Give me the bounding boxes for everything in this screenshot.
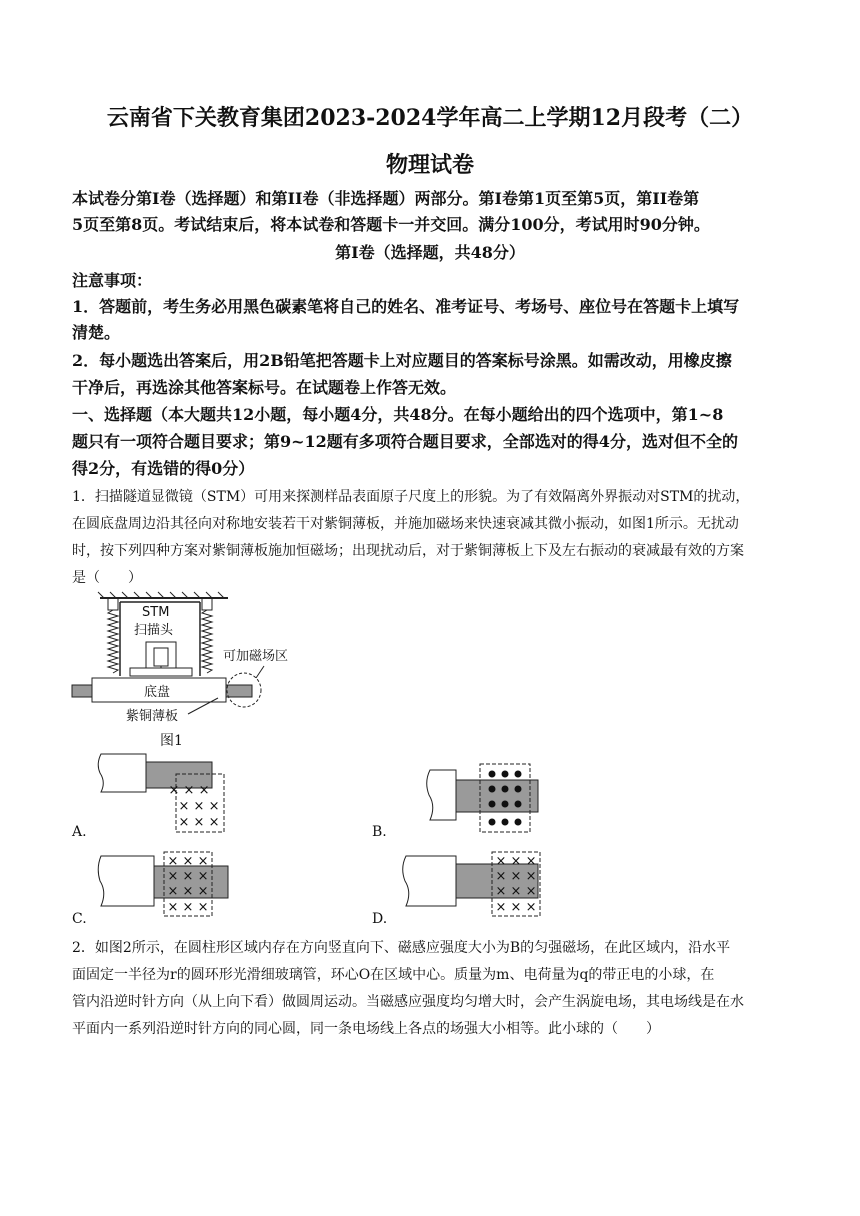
- q1-line: 在圆底盘周边沿其径向对称地安装若干对紫铜薄板，并施加磁场来快速衰减其微小振动，如图1所示。无扰动: [72, 516, 739, 532]
- q1-line: 1．扫描隧道显微镜（STM）可用来探测样品表面原子尺度上的形貌。为了有效隔离外界振动对STM的扰动，: [72, 489, 750, 505]
- svg-text:× × ×: × × ×: [495, 884, 537, 899]
- intro-line-1: 本试卷分第I卷（选择题）和第II卷（非选择题）两部分。第I卷第1页至第5页，第II卷第: [72, 189, 700, 208]
- option-b-label[interactable]: B.: [372, 824, 387, 840]
- svg-text:× × ×: × × ×: [178, 815, 220, 830]
- figure1-stm-diagram: [68, 590, 318, 730]
- svg-text:× × ×: × × ×: [495, 854, 537, 869]
- part1-line: 题只有一项符合题目要求；第9~12题有多项符合题目要求，全部选对的得4分，选对但不全的: [72, 432, 738, 451]
- part1-line: 一、选择题（本大题共12小题，每小题4分，共48分。在每小题给出的四个选项中，第1~8: [72, 405, 724, 424]
- option-c-label[interactable]: C.: [72, 911, 87, 927]
- q2-line: 平面内一系列沿逆时针方向的同心圆，同一条电场线上各点的场强大小相等。此小球的（ ）: [72, 1021, 660, 1037]
- option-d-diagram: [398, 848, 548, 920]
- option-a-diagram: [96, 752, 236, 836]
- svg-text:× × ×: × × ×: [167, 854, 209, 869]
- q1-line: 是（ ）: [72, 570, 142, 586]
- field-region-label: 可加磁场区: [223, 649, 289, 664]
- q1-line: 时，按下列四种方案对紫铜薄板施加恒磁场；出现扰动后，对于紫铜薄板上下及左右振动的衰减最有效的方案: [72, 543, 744, 559]
- option-d-label[interactable]: D.: [372, 911, 388, 927]
- note-line: 1．答题前，考生务必用黑色碳素笔将自己的姓名、准考证号、考场号、座位号在答题卡上填写: [72, 297, 740, 316]
- q2-line: 2．如图2所示，在圆柱形区域内存在方向竖直向下、磁感应强度大小为B的匀强磁场，在此区域内，沿水平: [72, 940, 731, 956]
- svg-text:× × ×: × × ×: [167, 869, 209, 884]
- q2-line: 管内沿逆时针方向（从上向下看）做圆周运动。当磁感应强度均匀增大时，会产生涡旋电场，其电场线是在水: [72, 994, 744, 1010]
- option-c-diagram: [96, 848, 236, 920]
- q2-line: 面固定一半径为r的圆环形光滑细玻璃管，环心O在区域中心。质量为m、电荷量为q的带正电的小球，在: [72, 967, 715, 983]
- scan-head-label: 扫描头: [134, 623, 174, 638]
- svg-text:× × ×: × × ×: [167, 884, 209, 899]
- note-line: 干净后，再选涂其他答案标号。在试题卷上作答无效。: [72, 378, 457, 397]
- stm-label: STM: [142, 605, 170, 620]
- svg-text:× × ×: × × ×: [178, 799, 220, 814]
- option-a-label[interactable]: A.: [72, 824, 87, 840]
- figure1-caption: 图1: [160, 733, 183, 749]
- section-heading: 第I卷（选择题，共48分）: [335, 243, 525, 262]
- svg-text:× × ×: × × ×: [167, 900, 209, 915]
- page-title: 云南省下关教育集团2023-2024学年高二上学期12月段考（二）: [106, 105, 754, 131]
- copper-plate-label: 紫铜薄板: [126, 709, 179, 724]
- svg-text:× × ×: × × ×: [168, 783, 210, 798]
- svg-text:× × ×: × × ×: [495, 869, 537, 884]
- option-b-diagram: [424, 760, 564, 836]
- page-subtitle: 物理试卷: [385, 152, 474, 178]
- note-line: 清楚。: [72, 323, 121, 342]
- intro-line-2: 5页至第8页。考试结束后，将本试卷和答题卡一并交回。满分100分，考试用时90分钟。: [72, 215, 710, 234]
- svg-text:× × ×: × × ×: [495, 900, 537, 915]
- notes-heading: 注意事项：: [72, 271, 153, 290]
- base-label: 底盘: [144, 685, 171, 700]
- part1-line: 得2分，有选错的得0分）: [72, 459, 255, 478]
- note-line: 2．每小题选出答案后，用2B铅笔把答题卡上对应题目的答案标号涂黑。如需改动，用橡皮擦: [72, 351, 732, 370]
